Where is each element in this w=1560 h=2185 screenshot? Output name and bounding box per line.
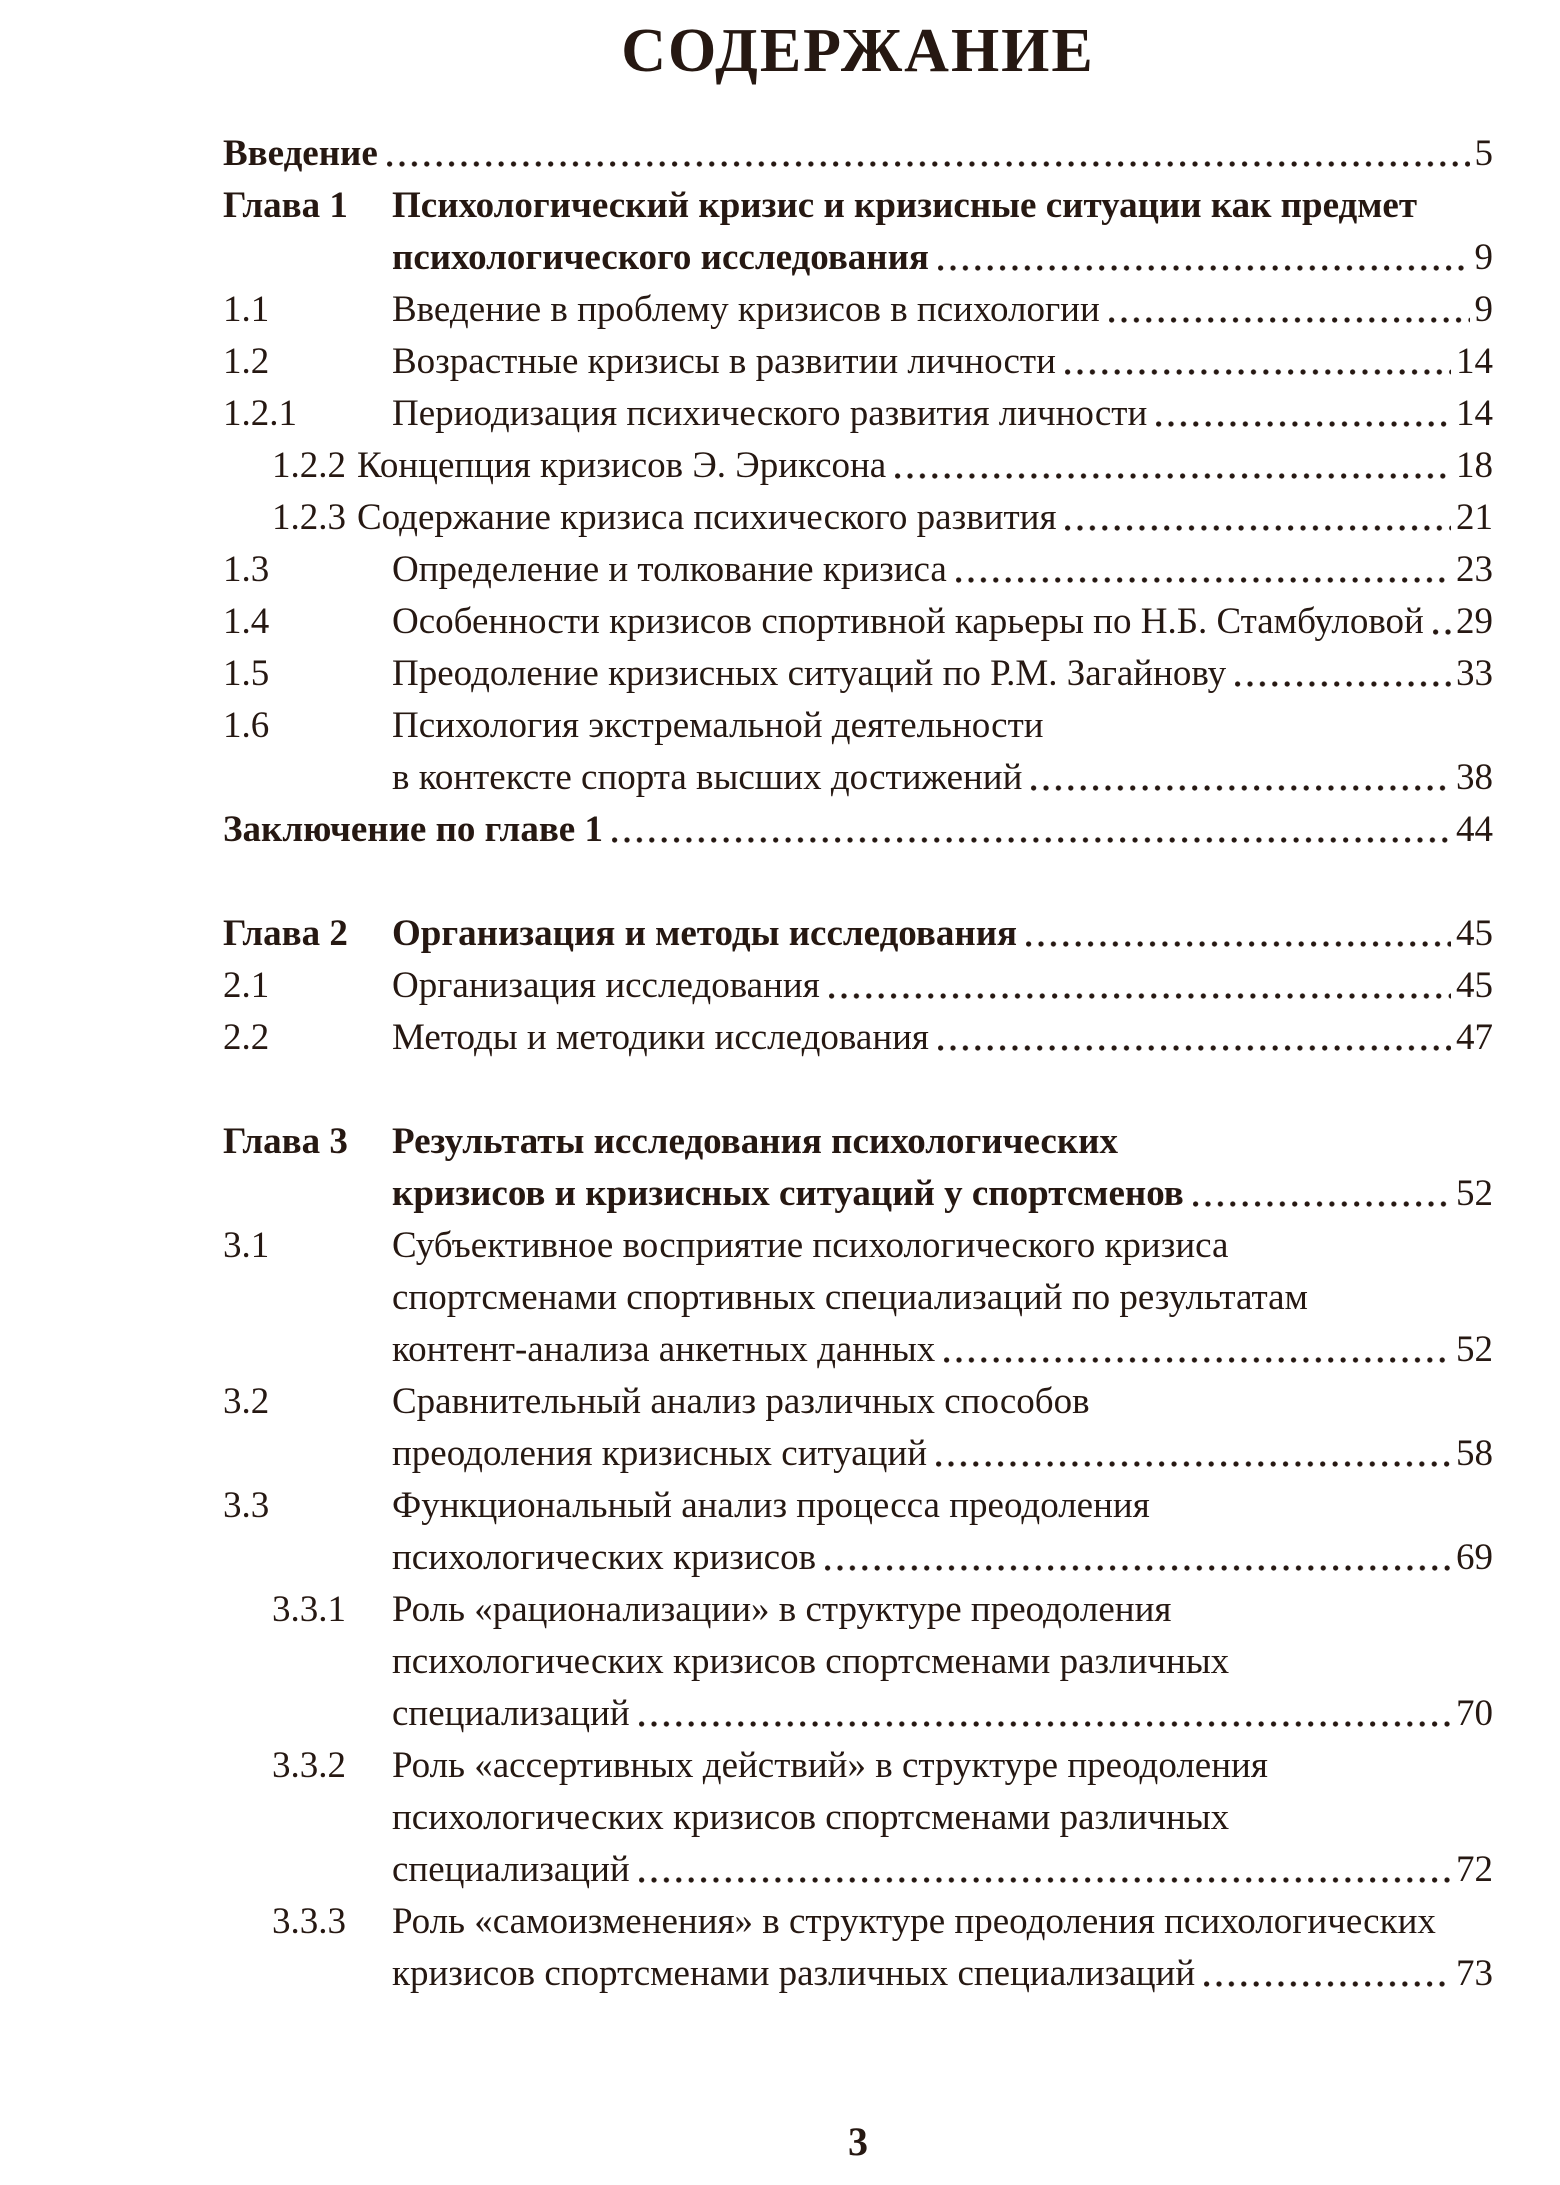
toc-line (223, 1844, 1493, 1896)
toc-entry-title: Возрастные кризисы в развитии личности (392, 341, 1056, 382)
toc-entry-title: Преодоление кризисных ситуаций по Р.М. Загайнову (392, 653, 1227, 694)
toc-line (223, 700, 1493, 752)
toc-entry-number: 3.3 (223, 1485, 270, 1526)
toc-line (223, 492, 1493, 544)
toc-line (223, 908, 1493, 960)
toc-entry-number: 3.3.1 (272, 1589, 346, 1630)
toc-entry-number: 3.2 (223, 1381, 270, 1422)
dot-leader (1065, 492, 1451, 544)
toc-entry-number: 3.1 (223, 1225, 270, 1266)
toc-entry-title: Результаты исследования психологических (392, 1121, 1118, 1162)
toc-line (223, 804, 1493, 856)
toc-gap (223, 856, 1493, 908)
page-title: СОДЕРЖАНИЕ (621, 17, 1095, 85)
toc-entry-title: Методы и методики исследования (392, 1017, 929, 1058)
toc-line (223, 180, 1493, 232)
toc-line (223, 1324, 1493, 1376)
toc-entry-title: психологических кризисов (392, 1537, 817, 1578)
toc-line (223, 1896, 1493, 1948)
toc-entry-title: Психологический кризис и кризисные ситуации как предмет (392, 185, 1418, 226)
dot-leader (829, 960, 1451, 1012)
toc-line (223, 1584, 1493, 1636)
toc-entry-number: 1.2.1 (223, 393, 297, 434)
toc-entry-number: 1.3 (223, 549, 270, 590)
dot-leader (1193, 1168, 1451, 1220)
dot-leader (938, 1012, 1451, 1064)
toc-entry-number: Глава 2 (223, 913, 348, 954)
dot-leader (387, 128, 1470, 180)
dot-leader (1031, 752, 1451, 804)
toc-page-number: 14 (1456, 393, 1493, 434)
toc-entry-number (223, 232, 392, 284)
toc-line (223, 1636, 1493, 1688)
toc-entry-title: специализаций (392, 1693, 630, 1734)
toc-line (223, 960, 1493, 1012)
toc-page-number: 5 (1474, 133, 1493, 174)
toc-entry-title: психологического исследования (392, 237, 929, 278)
dot-leader (895, 440, 1451, 492)
toc-line (223, 1792, 1493, 1844)
toc-page-number: 9 (1474, 237, 1493, 278)
toc-line (223, 1480, 1493, 1532)
toc-line (223, 596, 1493, 648)
toc-entry-number (272, 1948, 392, 2000)
toc-line (223, 440, 1493, 492)
toc-entry-title: Введение (223, 133, 378, 174)
dot-leader (1156, 388, 1451, 440)
toc-line (223, 1688, 1493, 1740)
toc-page-number: 72 (1456, 1849, 1493, 1890)
toc-line (223, 1272, 1493, 1324)
toc-entry-number (223, 1532, 392, 1584)
folio-page-number: 3 (848, 2119, 868, 2164)
toc-page-number: 73 (1456, 1953, 1493, 1994)
toc-line (223, 1532, 1493, 1584)
toc-page-number: 23 (1456, 549, 1493, 590)
toc-page-number: 14 (1456, 341, 1493, 382)
toc-entry-number (272, 1792, 392, 1844)
toc-line (223, 544, 1493, 596)
toc-line (223, 128, 1493, 180)
toc-entry-number: 1.1 (223, 289, 270, 330)
toc-page-number: 33 (1456, 653, 1493, 694)
dot-leader (944, 1324, 1451, 1376)
table-of-contents (223, 0, 1493, 2185)
toc-entry-title: в контексте спорта высших достижений (392, 757, 1023, 798)
dot-leader (1433, 596, 1451, 648)
toc-line (223, 648, 1493, 700)
dot-leader (936, 1428, 1451, 1480)
toc-entry-title: контент-анализа анкетных данных (392, 1329, 936, 1370)
dot-leader (639, 1688, 1451, 1740)
toc-entry-title: Психология экстремальной деятельности (392, 705, 1044, 746)
toc-entry-title: Сравнительный анализ различных способов (392, 1381, 1090, 1422)
toc-page-number: 47 (1456, 1017, 1493, 1058)
toc-page-number: 29 (1456, 601, 1493, 642)
toc-page-number: 9 (1474, 289, 1493, 330)
toc-entry-title: Организация и методы исследования (392, 913, 1018, 954)
toc-entry-number: Глава 1 (223, 185, 348, 226)
toc-entry-title: Функциональный анализ процесса преодоления (392, 1485, 1150, 1526)
toc-rows (223, 128, 1493, 2000)
toc-entry-title: Субъективное восприятие психологического кризиса (392, 1225, 1229, 1266)
toc-line (223, 232, 1493, 284)
toc-entry-title: Содержание кризиса психического развития (357, 497, 1057, 538)
toc-entry-number (223, 1272, 392, 1324)
dot-leader (1065, 336, 1451, 388)
toc-entry-title: Роль «самоизменения» в структуре преодоления психологических (392, 1901, 1436, 1942)
toc-page-number: 58 (1456, 1433, 1493, 1474)
dot-leader (956, 544, 1451, 596)
dot-leader (1026, 908, 1451, 960)
toc-line (223, 1948, 1493, 2000)
toc-line (223, 1168, 1493, 1220)
dot-leader (639, 1844, 1451, 1896)
toc-page-number: 18 (1456, 445, 1493, 486)
toc-entry-title: Определение и толкование кризиса (392, 549, 947, 590)
toc-page-number: 44 (1456, 809, 1493, 850)
dot-leader (825, 1532, 1451, 1584)
toc-entry-number: 1.2 (223, 341, 270, 382)
toc-entry-title: Введение в проблему кризисов в психологии (392, 289, 1100, 330)
toc-entry-number: 2.1 (223, 965, 270, 1006)
toc-entry-number: 3.3.3 (272, 1901, 346, 1942)
toc-entry-title: Организация исследования (392, 965, 820, 1006)
toc-entry-title: Концепция кризисов Э. Эриксона (357, 445, 887, 486)
toc-entry-number (223, 1168, 392, 1220)
toc-entry-number: 1.2.3 (272, 497, 346, 538)
toc-entry-number (272, 1636, 392, 1688)
toc-entry-number (223, 1324, 392, 1376)
toc-entry-number: Глава 3 (223, 1121, 348, 1162)
toc-entry-number: 1.6 (223, 705, 270, 746)
toc-entry-number: 1.5 (223, 653, 270, 694)
toc-entry-number (272, 1688, 392, 1740)
dot-leader (1235, 648, 1451, 700)
dot-leader (612, 804, 1451, 856)
toc-entry-title: преодоления кризисных ситуаций (392, 1433, 928, 1474)
toc-line (223, 752, 1493, 804)
toc-entry-number (272, 1844, 392, 1896)
toc-entry-title: кризисов и кризисных ситуаций у спортсменов (392, 1173, 1184, 1214)
dot-leader (1204, 1948, 1451, 2000)
toc-page-number: 38 (1456, 757, 1493, 798)
toc-entry-title: спортсменами спортивных специализаций по результатам (392, 1277, 1308, 1318)
toc-line (223, 284, 1493, 336)
toc-entry-title: специализаций (392, 1849, 630, 1890)
toc-entry-title: Заключение по главе 1 (223, 809, 603, 850)
toc-entry-number: 1.2.2 (272, 445, 346, 486)
toc-line (223, 1220, 1493, 1272)
toc-line (223, 1740, 1493, 1792)
toc-page-number: 70 (1456, 1693, 1493, 1734)
toc-entry-title: Роль «ассертивных действий» в структуре преодоления (392, 1745, 1268, 1786)
toc-line (223, 1116, 1493, 1168)
toc-line (223, 1376, 1493, 1428)
toc-page-number: 21 (1456, 497, 1493, 538)
toc-entry-title: психологических кризисов спортсменами различных (392, 1797, 1230, 1838)
toc-page-number: 52 (1456, 1329, 1493, 1370)
toc-line (223, 1428, 1493, 1480)
toc-entry-number (223, 752, 392, 804)
toc-page-number: 69 (1456, 1537, 1493, 1578)
dot-leader (1109, 284, 1470, 336)
toc-page-number: 52 (1456, 1173, 1493, 1214)
toc-page-number: 45 (1456, 913, 1493, 954)
toc-entry-title: Особенности кризисов спортивной карьеры по Н.Б. Стамбуловой (392, 601, 1424, 642)
toc-entry-number: 2.2 (223, 1017, 270, 1058)
toc-page-number: 45 (1456, 965, 1493, 1006)
toc-line (223, 388, 1493, 440)
toc-entry-number (223, 1428, 392, 1480)
toc-gap (223, 1064, 1493, 1116)
toc-entry-title: кризисов спортсменами различных специализаций (392, 1953, 1196, 1994)
toc-entry-number: 1.4 (223, 601, 270, 642)
toc-line (223, 336, 1493, 388)
toc-line (223, 1012, 1493, 1064)
toc-entry-title: Роль «рационализации» в структуре преодоления (392, 1589, 1172, 1630)
dot-leader (938, 232, 1470, 284)
toc-entry-title: психологических кризисов спортсменами различных (392, 1641, 1230, 1682)
toc-entry-title: Периодизация психического развития личности (392, 393, 1148, 434)
toc-entry-number: 3.3.2 (272, 1745, 346, 1786)
